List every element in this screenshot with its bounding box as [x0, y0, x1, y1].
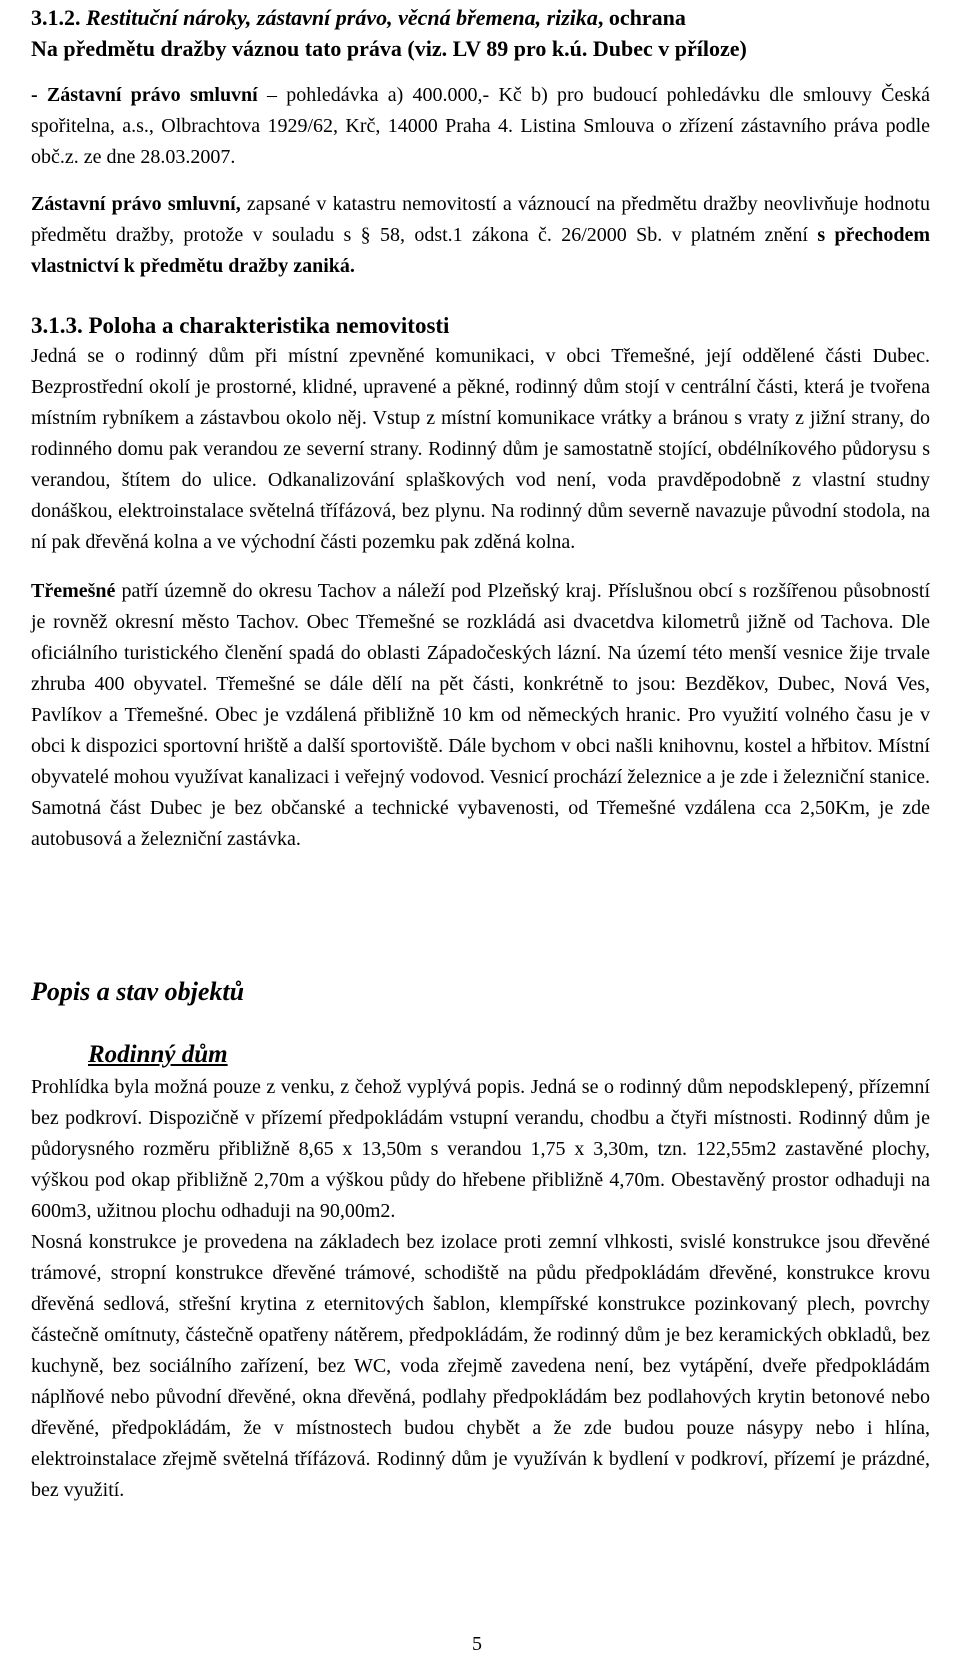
section-title-rest: , ochrana	[597, 5, 686, 30]
section-3-1-2-heading	[31, 2, 930, 33]
inspection-paragraph: Prohlídka byla možná pouze z venku, z čehož vyplývá popis. Jedná se o rodinný dům nepodsklepený, přízemní bez podkroví. Dispozičně v přízemí předpokládám vstupní verandu, chodbu a čtyři místnosti. Rodinný dům je půdorysného rozměru přibližně 8,65 x 13,50m s verandou 1,75 x 3,30m, tzn. 122,55m2 zastavěné plochy, výškou pod okap přibližně 2,70m a výškou půdy do hřebene přibližně 4,70m. Obestavěný prostor odhaduji na 600m3, užitnou plochu odhaduji na 90,00m2.	[31, 1076, 930, 1222]
pledge-effect-conclusion: s přechodem vlastnictví k předmětu dražby zaniká.	[31, 224, 931, 277]
pledge-effect-paragraph	[31, 189, 930, 282]
municipality-name: Třemešné	[31, 580, 116, 602]
pledge-text: – pohledávka a) 400.000,- Kč b) pro budoucí pohledávku dle smlouvy Česká spořitelna, a.s., Olbrachtova 1929/62, Krč, 14000 Praha 4. Listina Smlouva o zřízení zástavního práva podle obč.z. ze dne 28.03.2007.	[31, 84, 930, 168]
house-subtitle: Rodinný dům	[88, 1041, 228, 1068]
objects-title: Popis a stav objektů	[31, 977, 245, 1006]
pledge-effect-text: zapsané v katastru nemovitostí a váznoucí na předmětu dražby neovlivňuje hodnotu předmětu dražby, protože v souladu s § 58, odst.1 zákona č. 26/2000 Sb. v platném znění	[31, 193, 930, 246]
page-number: 5	[472, 1633, 482, 1655]
section-3-1-3	[31, 310, 930, 855]
location-paragraph: Jedná se o rodinný dům při místní zpevněné komunikaci, v obci Třemešné, její oddělené části Dubec. Bezprostřední okolí je prostorné, klidné, upravené a pěkné, rodinný dům stojí v centrální části, která je tvořena místním rybníkem a zástavbou okolo něj. Vstup z místní komunikace vrátky a bránou s vraty z jižní strany, do rodinného domu pak verandou ze severní strany. Rodinný dům je samostatně stojící, obdélníkového půdorysu s verandou, štítem do ulice. Odkanalizování splaškových vod není, voda pravděpodobně z vlastní studny donáškou, elektroinstalace světelná třífázová, bez plynu. Na rodinný dům severně navazuje původní stodola, na ní pak dřevěná kolna a ve východní části pozemku pak zděná kolna.	[31, 345, 930, 553]
pledge-effect-label: Zástavní právo smluvní,	[31, 193, 241, 215]
section-number: 3.1.2.	[31, 5, 81, 30]
pledge-paragraph	[31, 80, 930, 173]
section-3-1-2	[31, 2, 930, 282]
municipality-paragraph	[31, 576, 930, 855]
municipality-text: patří územně do okresu Tachov a náleží pod Plzeňský kraj. Příslušnou obcí s rozšířenou působností je rovněž okresní město Tachov. Obec Třemešné se rozkládá asi dvacetdva kilometrů jižně od Tachova. Dle oficiálního turistického členění spadá do oblasti Západočeských lázní. Na území této menší vesnice žije trvale zhruba 400 obyvatel. Třemešné se dále dělí na pět části, konkrétně to jsou: Bezděkov, Dubec, Nová Ves, Pavlíkov a Třemešné. Obec je vzdálená přibližně 10 km od německých hranic. Pro využití volného času je v obci k dispozici sportovní hriště a další sportoviště. Dále bychom v obci našli knihovnu, kostel a hřbitov. Místní obyvatelé mohou využívat kanalizaci i veřejný vodovod. Vesnicí prochází železnice a je zde i železniční stanice. Samotná část Dubec je bez občanské a technické vybavenosti, od Třemešné vzdálena cca 2,50Km, je zde autobusová a železniční zastávka.	[31, 580, 930, 850]
pledge-label: - Zástavní právo smluvní	[31, 84, 258, 106]
construction-paragraph: Nosná konstrukce je provedena na základech bez izolace proti zemní vlhkosti, svislé konstrukce jsou dřevěné trámové, stropní konstrukce dřevěné trámové, schodiště na půdu předpokládám dřevěné, konstrukce krovu dřevěná sedlová, střešní krytina z eternitových šablon, klempířské konstrukce pozinkovaný plech, povrchy částečně omítnuty, částečně opatřeny nátěrem, předpokládám, že rodinný dům je bez keramických obkladů, bez kuchyně, bez sociálního zařízení, bez WC, voda zřejmě zavedena není, bez vytápění, dveře předpokládám náplňové nebo původní dřevěné, okna dřevěná, podlahy předpokládám bez podlahových krytin betonové nebo dřevěné, předpokládám, že v místnostech budou chybět a že zde budou pouze násypy nebo i hlína, elektroinstalace zřejmě světelná třífázová. Rodinný dům je využíván k bydlení v podkroví, přízemí je prázdné, bez využití.	[31, 1231, 930, 1501]
rights-line: Na předmětu dražby váznou tato práva (viz. LV 89 pro k.ú. Dubec v příloze)	[31, 36, 747, 61]
house-description	[31, 1072, 930, 1506]
section-3-1-3-heading: 3.1.3. Poloha a charakteristika nemovitosti	[31, 313, 450, 338]
section-title: Restituční nároky, zástavní právo, věcná břemena, rizika	[86, 5, 598, 30]
